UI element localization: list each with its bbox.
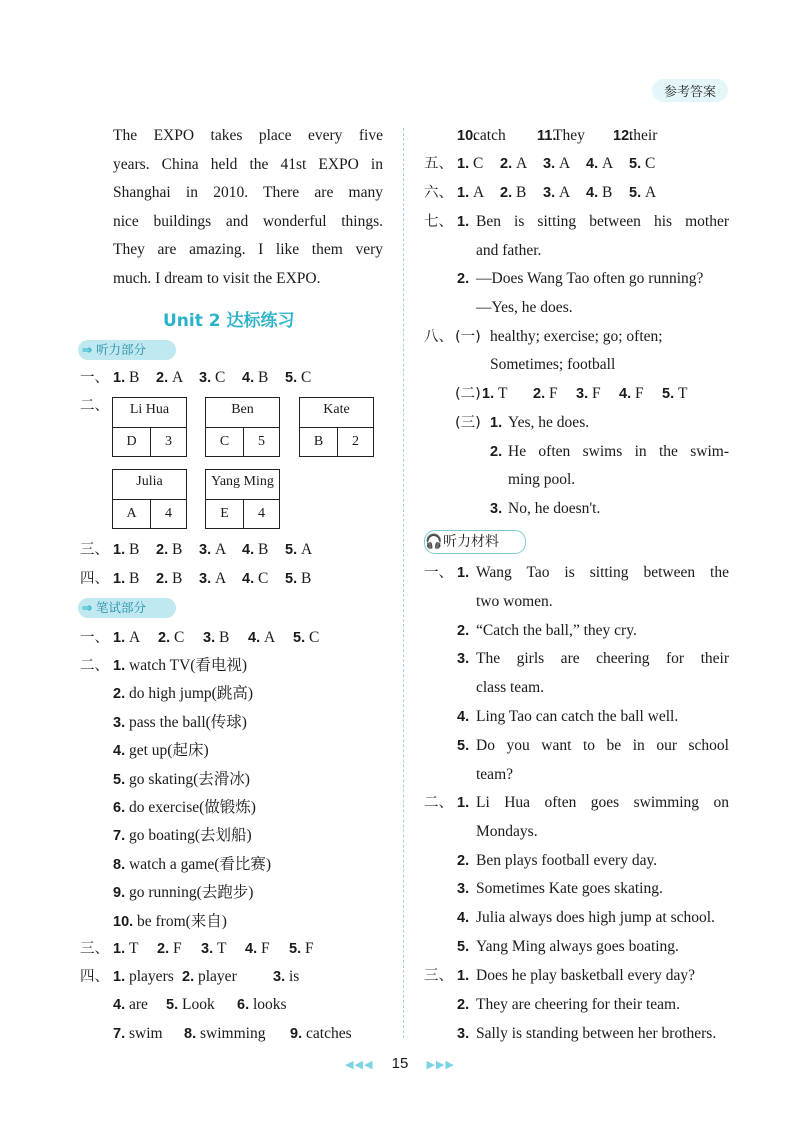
item-number: 3. [576, 386, 589, 402]
answer-value: B [172, 570, 183, 587]
item-number: 4. [245, 941, 258, 957]
answer-text: He often swims in the swim- [508, 443, 729, 460]
item-number: 2. [457, 271, 470, 287]
answer-text: ming pool. [508, 471, 576, 488]
item-number: 10. [457, 128, 478, 144]
item-number: 3. [199, 370, 212, 386]
answer-value: F [173, 940, 182, 957]
answer-value: A [602, 155, 614, 172]
answer-value: B [516, 184, 527, 201]
answer-value: A [559, 184, 571, 201]
answer-value: do high jump(跳高) [129, 685, 253, 703]
page-footer [0, 1055, 800, 1072]
item-number: 1. [457, 156, 470, 172]
answer-value: A [473, 184, 485, 201]
answer-text: Yes, he does. [508, 414, 590, 431]
listening-material-label: 🎧听力材料 [424, 530, 526, 554]
left-arrows-icon: ◀◀◀ [345, 1059, 374, 1071]
passage-line: They are amazing. I like them very [113, 241, 383, 258]
passage-line: years. China held the 41st EXPO in [113, 155, 383, 173]
answer-value: get up(起床) [129, 742, 209, 760]
answer-value: B [219, 629, 230, 646]
item-number: 5. [285, 571, 298, 587]
box-row [206, 427, 279, 456]
item-number: 3. [457, 651, 470, 668]
transcript-text: Ling Tao can catch the ball well. [476, 708, 679, 725]
item-number: 2. [156, 542, 169, 558]
answer-value: B [301, 570, 312, 587]
answer-value: F [549, 385, 558, 402]
answer-value: F [592, 385, 601, 402]
answer-text: healthy; exercise; go; often; [490, 328, 663, 345]
box-letter: B [313, 434, 324, 449]
answer-value: go boating(去划船) [129, 827, 252, 845]
answer-value: T [217, 940, 227, 957]
sub-label: (二) [455, 386, 481, 402]
answer-value: go running(去跑步) [129, 884, 254, 902]
arrow-icon: ⇒ [81, 342, 93, 357]
answer-value: swimming [200, 1025, 266, 1042]
arrow-icon: ⇒ [81, 600, 93, 615]
item-number: 2. [500, 185, 513, 201]
item-number: 1. [113, 370, 126, 386]
item-number: 4. [242, 542, 255, 558]
item-number: 2. [457, 622, 470, 639]
item-number: 1. [457, 214, 470, 230]
item-number: 4. [113, 997, 126, 1013]
page-number: 15 [391, 1055, 409, 1072]
answer-value: B [129, 369, 140, 386]
answer-value: A [172, 369, 184, 386]
name-box [205, 397, 280, 457]
item-number: 7. [113, 828, 126, 845]
box-name: Yang Ming [211, 474, 274, 489]
item-number: 1. [490, 415, 503, 431]
item-number: 3. [201, 941, 214, 957]
question-number: 三、 [424, 968, 453, 984]
question-number: 七、 [424, 214, 453, 230]
transcript-text: Sally is standing between her brothers. [476, 1024, 717, 1042]
box-letter: A [126, 506, 137, 521]
answer-value: T [129, 940, 139, 957]
item-number: 4. [457, 910, 470, 927]
item-number: 9. [113, 885, 126, 902]
answer-value: A [264, 629, 276, 646]
answer-value: A [129, 629, 141, 646]
box-row [206, 499, 279, 528]
transcript-text: class team. [476, 679, 545, 697]
item-number: 5. [293, 630, 306, 646]
passage-line: nice buildings and wonderful things. [113, 212, 383, 230]
name-box [205, 469, 280, 529]
item-number: 7. [113, 1026, 126, 1042]
item-number: 2. [533, 386, 546, 402]
item-number: 3. [273, 969, 286, 985]
item-number: 4. [113, 743, 126, 760]
item-number: 3. [199, 571, 212, 587]
answer-value: do exercise(做锻炼) [129, 799, 256, 816]
item-number: 5. [289, 941, 302, 957]
answer-text: —Does Wang Tao often go running? [476, 270, 704, 287]
item-number: 5. [629, 185, 642, 201]
item-number: 2. [158, 630, 171, 646]
answer-value: C [301, 369, 312, 386]
answer-text: —Yes, he does. [476, 299, 573, 316]
answer-value: B [602, 184, 613, 201]
item-number: 4. [242, 571, 255, 587]
box-name: Li Hua [129, 402, 170, 417]
answer-value: B [129, 541, 140, 558]
item-number: 5. [113, 771, 126, 788]
question-number: 四、 [80, 571, 109, 587]
item-number: 6. [237, 997, 250, 1013]
item-number: 1. [457, 185, 470, 201]
transcript-text: Li Hua often goes swimming on [476, 794, 729, 811]
answer-value: F [305, 940, 314, 957]
transcript-text: Does he play basketball every day? [476, 967, 696, 984]
box-number: 2 [352, 434, 359, 449]
item-number: 1. [457, 565, 470, 581]
answer-value: swim [129, 1025, 163, 1042]
item-number: 5. [457, 737, 470, 754]
item-number: 3. [543, 185, 556, 201]
item-number: 5. [457, 939, 470, 955]
transcript-text: Wang Tao is sitting between the [476, 564, 729, 581]
item-number: 2. [113, 686, 126, 703]
transcript-text: team? [476, 765, 514, 783]
item-number: 1. [113, 630, 126, 646]
transcript-text: Yang Ming always goes boating. [476, 938, 679, 955]
unit-title: Unit 2 达标练习 [163, 311, 295, 331]
item-number: 2. [156, 370, 169, 386]
box-number-cell [337, 428, 373, 456]
box-number-cell [150, 428, 186, 456]
item-number: 4. [248, 630, 261, 646]
answer-value: A [645, 184, 657, 201]
listening-section-label: ⇒ 听力部分 [78, 340, 176, 360]
answer-value: is [289, 968, 300, 985]
item-number: 2. [457, 852, 470, 869]
passage-line: Shanghai in 2010. There are many [113, 184, 383, 201]
item-number: 9. [290, 1026, 303, 1042]
answer-value: Look [182, 996, 215, 1013]
transcript-text: Julia always does high jump at school. [476, 909, 715, 927]
answer-value: are [129, 996, 148, 1013]
answer-value: C [258, 570, 269, 587]
answer-value: catches [306, 1025, 352, 1042]
answer-value: players [129, 968, 174, 985]
question-number: 二、 [80, 398, 109, 414]
box-number-cell [243, 428, 279, 456]
answer-value: be from(来自) [137, 912, 227, 930]
passage-line: much. I dream to visit the EXPO. [113, 269, 321, 287]
answer-value: B [172, 541, 183, 558]
name-box [112, 397, 187, 457]
answer-value: their [629, 127, 658, 144]
item-number: 1. [482, 386, 495, 402]
item-number: 1. [457, 795, 470, 811]
item-number: 3. [457, 881, 470, 898]
answer-value: C [645, 155, 656, 172]
answer-value: A [301, 541, 313, 558]
question-number: 二、 [424, 795, 453, 811]
answer-value: watch a game(看比赛) [129, 855, 272, 873]
item-number: 3. [199, 542, 212, 558]
box-number: 4 [258, 506, 265, 521]
item-number: 2. [457, 996, 470, 1013]
name-box [299, 397, 374, 457]
question-number: 一、 [80, 370, 109, 386]
item-number: 5. [662, 386, 675, 402]
item-number: 12. [613, 128, 634, 144]
answer-value: C [473, 155, 484, 172]
item-number: 1. [113, 941, 126, 957]
answer-text: and father. [476, 242, 542, 259]
answer-value: C [174, 629, 185, 646]
answer-text: Ben is sitting between his mother [476, 213, 729, 230]
item-number: 1. [113, 571, 126, 587]
answer-value: T [678, 385, 688, 402]
answer-value: C [309, 629, 320, 646]
question-number: 五、 [424, 156, 453, 172]
sub-label: (三) [455, 415, 481, 431]
answer-text: Sometimes; football [490, 356, 616, 373]
box-name: Julia [136, 474, 163, 489]
answer-value: A [516, 155, 528, 172]
item-number: 2. [156, 571, 169, 587]
question-number: 一、 [424, 565, 453, 581]
column-divider [403, 128, 404, 1038]
headphones-icon: 🎧 [425, 534, 443, 550]
item-number: 4. [586, 185, 599, 201]
item-number: 2. [500, 156, 513, 172]
transcript-text: “Catch the ball,” they cry. [476, 621, 637, 639]
item-number: 4. [586, 156, 599, 172]
box-name: Ben [231, 402, 254, 417]
question-number: 一、 [80, 630, 109, 646]
item-number: 2. [182, 969, 195, 985]
answer-value: B [258, 541, 269, 558]
question-number: 三、 [80, 941, 109, 957]
answer-value: B [129, 570, 140, 587]
name-box [112, 469, 187, 529]
item-number: 3. [490, 501, 503, 517]
answer-value: F [635, 385, 644, 402]
answer-value: T [498, 385, 508, 402]
box-number-cell [150, 500, 186, 528]
question-number: 四、 [80, 969, 109, 985]
box-number: 4 [165, 506, 172, 521]
box-row [300, 427, 373, 456]
item-number: 11. [537, 128, 557, 144]
item-number: 1. [113, 542, 126, 558]
item-number: 4. [242, 370, 255, 386]
item-number: 8. [184, 1026, 197, 1042]
item-number: 4. [619, 386, 632, 402]
passage-line: The EXPO takes place every five [113, 127, 383, 144]
answer-key-tag: 参考答案 [652, 79, 728, 102]
item-number: 10. [113, 913, 134, 930]
box-letter: D [126, 434, 137, 449]
box-letter: C [219, 434, 230, 449]
sub-label: (一) [455, 329, 481, 345]
item-number: 5. [166, 997, 179, 1013]
question-number: 二、 [80, 658, 109, 674]
box-letter: E [220, 506, 229, 521]
question-number: 三、 [80, 542, 109, 558]
item-number: 1. [113, 969, 126, 985]
answer-value: A [215, 570, 227, 587]
item-number: 3. [203, 630, 216, 646]
transcript-text: They are cheering for their team. [476, 995, 680, 1013]
item-number: 2. [490, 444, 503, 460]
item-number: 8. [113, 856, 126, 873]
right-arrows-icon: ▶▶▶ [426, 1059, 455, 1071]
answer-value: catch [473, 127, 506, 144]
box-number: 5 [258, 434, 265, 449]
transcript-text: Do you want to be in our school [476, 736, 729, 754]
transcript-text: Mondays. [476, 822, 538, 840]
item-number: 4. [457, 709, 470, 725]
transcript-text: The girls are cheering for their [476, 650, 729, 668]
transcript-text: Sometimes Kate goes skating. [476, 880, 663, 898]
item-number: 1. [457, 968, 470, 984]
box-row [113, 499, 186, 528]
answer-value: B [258, 369, 269, 386]
answer-value: watch TV(看电视) [129, 657, 248, 674]
answer-value: looks [253, 996, 287, 1013]
question-number: 六、 [424, 185, 453, 201]
item-number: 3. [113, 714, 126, 731]
answer-value: A [559, 155, 571, 172]
writing-section-label: ⇒ 笔试部分 [78, 598, 176, 618]
answer-value: F [261, 940, 270, 957]
item-number: 5. [285, 542, 298, 558]
box-number-cell [243, 500, 279, 528]
item-number: 5. [285, 370, 298, 386]
answer-text: No, he doesn't. [508, 500, 601, 517]
item-number: 3. [543, 156, 556, 172]
item-number: 5. [629, 156, 642, 172]
answer-value: pass the ball(传球) [129, 713, 247, 731]
item-number: 3. [457, 1025, 470, 1042]
item-number: 2. [157, 941, 170, 957]
question-number: 八、 [424, 329, 453, 345]
transcript-text: two women. [476, 592, 553, 610]
box-number: 3 [165, 434, 172, 449]
answer-value: player [198, 968, 237, 985]
answer-value: go skating(去滑冰) [129, 770, 250, 788]
box-row [113, 427, 186, 456]
item-number: 6. [113, 800, 126, 816]
transcript-text: Ben plays football every day. [476, 851, 658, 869]
answer-value: They [553, 127, 585, 144]
answer-value: A [215, 541, 227, 558]
item-number: 1. [113, 658, 126, 674]
answer-value: C [215, 369, 226, 386]
box-name: Kate [323, 402, 350, 417]
